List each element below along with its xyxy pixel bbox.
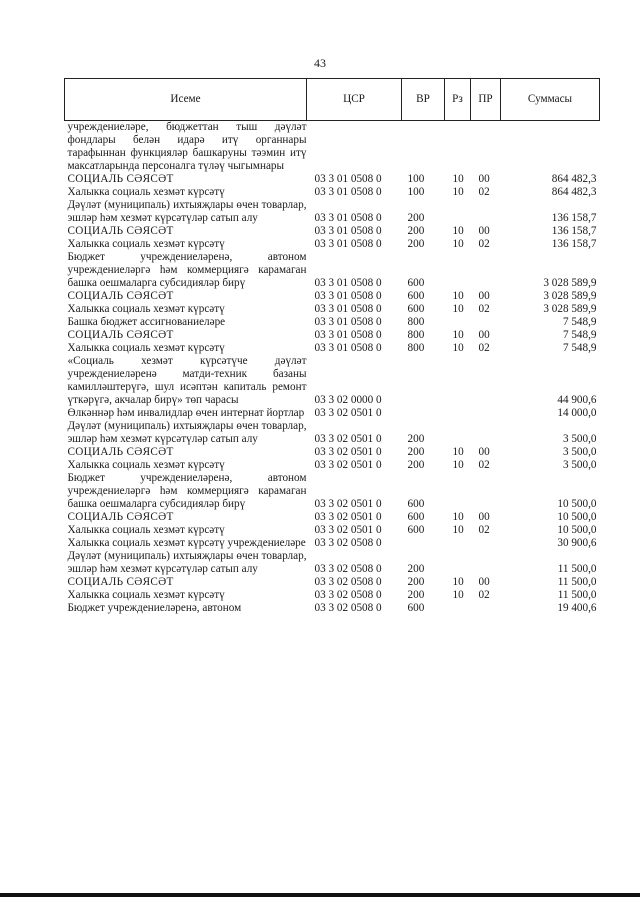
cell-vr: 800 — [407, 316, 425, 328]
cell-csr: 03 3 01 0508 0 — [314, 186, 382, 198]
cell-sum: 10 500,0 — [557, 511, 597, 523]
cell-vr: 600 — [407, 524, 425, 536]
cell-name: Халыкка социаль хезмәт күрсәтү — [67, 186, 225, 198]
cell-csr: 03 3 02 0501 0 — [314, 433, 382, 445]
cell-pr: 02 — [478, 303, 490, 315]
cell-csr: 03 3 01 0508 0 — [314, 342, 382, 354]
cell-rz: 10 — [452, 329, 464, 341]
cell-pr: 00 — [478, 576, 490, 588]
cell-rz: 10 — [452, 173, 464, 185]
cell-rz — [445, 472, 471, 511]
cell-vr — [402, 537, 445, 550]
cell-name: СОЦИАЛЬ СӘЯСӘТ — [67, 446, 174, 458]
cell-name: Дәүләт (муниципаль) ихтыяҗлары өчен товарлар, эшләр һәм хезмәт күрсәтүләр сатып алу — [67, 550, 307, 575]
cell-rz: 10 — [452, 446, 464, 458]
table-row — [65, 199, 600, 225]
cell-csr: 03 3 02 0508 0 — [314, 602, 382, 614]
cell-sum: 11 500,0 — [557, 563, 597, 575]
cell-vr: 800 — [407, 342, 425, 354]
cell-pr: 02 — [478, 342, 490, 354]
cell-rz: 10 — [452, 303, 464, 315]
cell-sum: 3 500,0 — [562, 459, 597, 471]
cell-name: Дәүләт (муниципаль) ихтыяҗлары өчен товарлар, эшләр һәм хезмәт күрсәтүләр сатып алу — [67, 420, 307, 445]
cell-pr: 00 — [478, 511, 490, 523]
cell-sum: 11 500,0 — [557, 589, 597, 601]
cell-pr — [471, 550, 501, 576]
cell-name: Халыкка социаль хезмәт күрсәтү — [67, 459, 225, 471]
cell-vr: 600 — [407, 277, 425, 289]
table-row — [65, 225, 600, 238]
table-row — [65, 550, 600, 576]
cell-pr: 00 — [478, 329, 490, 341]
cell-pr — [471, 199, 501, 225]
cell-vr: 200 — [407, 212, 425, 224]
cell-vr: 200 — [407, 563, 425, 575]
cell-sum: 3 028 589,9 — [543, 290, 597, 302]
table-row — [65, 472, 600, 511]
table-row — [65, 446, 600, 459]
cell-pr — [471, 316, 501, 329]
cell-csr: 03 3 02 0501 0 — [314, 524, 382, 536]
cell-name: Халыкка социаль хезмәт күрсәтү — [67, 303, 225, 315]
header-sum: Суммасы — [501, 79, 600, 121]
cell-sum: 3 500,0 — [562, 433, 597, 445]
table-row — [65, 602, 600, 615]
table-row — [65, 420, 600, 446]
cell-rz — [445, 420, 471, 446]
cell-sum: 11 500,0 — [557, 576, 597, 588]
cell-pr — [471, 602, 501, 615]
cell-vr: 200 — [407, 238, 425, 250]
cell-csr: 03 3 01 0508 0 — [314, 290, 382, 302]
header-csr: ЦСР — [307, 79, 402, 121]
cell-sum: 7 548,9 — [562, 342, 597, 354]
cell-rz: 10 — [452, 589, 464, 601]
cell-rz — [445, 355, 471, 407]
table-row — [65, 238, 600, 251]
cell-vr: 600 — [407, 290, 425, 302]
cell-pr — [471, 420, 501, 446]
table-row — [65, 355, 600, 407]
cell-vr: 800 — [407, 329, 425, 341]
header-vr: ВР — [402, 79, 445, 121]
cell-csr: 03 3 02 0501 0 — [314, 498, 382, 510]
page-number: 43 — [314, 56, 326, 70]
cell-csr: 03 3 01 0508 0 — [314, 225, 382, 237]
cell-name: СОЦИАЛЬ СӘЯСӘТ — [67, 329, 174, 341]
cell-csr: 03 3 02 0501 0 — [314, 407, 382, 419]
cell-csr: 03 3 02 0508 0 — [314, 563, 382, 575]
cell-name: СОЦИАЛЬ СӘЯСӘТ — [67, 290, 174, 302]
cell-csr: 03 3 02 0508 0 — [314, 589, 382, 601]
cell-pr: 02 — [478, 524, 490, 536]
table-row — [65, 407, 600, 420]
header-name: Исеме — [65, 79, 307, 121]
cell-sum: 44 900,6 — [557, 394, 597, 406]
cell-name: Халыкка социаль хезмәт күрсәтү учреждениеләре — [67, 537, 306, 549]
cell-rz — [445, 316, 471, 329]
cell-rz: 10 — [452, 186, 464, 198]
cell-vr — [402, 407, 445, 420]
cell-name: Халыкка социаль хезмәт күрсәтү — [67, 524, 225, 536]
cell-vr: 600 — [407, 303, 425, 315]
table-row — [65, 329, 600, 342]
table-row — [65, 576, 600, 589]
cell-pr: 00 — [478, 173, 490, 185]
cell-vr: 200 — [407, 576, 425, 588]
cell-name: учреждениеләре, бюджеттан тыш дәүләт фондлары белән идарә итү органнары тарафыннан функцияләр башкаруны тәэмин итү максатларында персоналга түләү чыгымнары — [67, 121, 307, 172]
cell-name: Халыкка социаль хезмәт күрсәтү — [67, 342, 225, 354]
cell-pr: 02 — [478, 186, 490, 198]
cell-rz: 10 — [452, 511, 464, 523]
cell-pr: 00 — [478, 290, 490, 302]
cell-csr: 03 3 01 0508 0 — [314, 303, 382, 315]
table-row — [65, 459, 600, 472]
cell-csr: 03 3 01 0508 0 — [314, 329, 382, 341]
cell-rz — [445, 602, 471, 615]
cell-rz: 10 — [452, 238, 464, 250]
cell-name: Бюджет учреждениеләренә, автоном учреждениеләргә һәм коммерциягә карамаган башка оешмаларга субсидияләр бирү — [67, 251, 307, 289]
cell-rz: 10 — [452, 225, 464, 237]
cell-name: СОЦИАЛЬ СӘЯСӘТ — [67, 225, 174, 237]
cell-sum: 7 548,9 — [562, 316, 597, 328]
cell-name: Дәүләт (муниципаль) ихтыяҗлары өчен товарлар, эшләр һәм хезмәт күрсәтүләр сатып алу — [67, 199, 307, 224]
cell-name: СОЦИАЛЬ СӘЯСӘТ — [67, 576, 174, 588]
cell-pr: 02 — [478, 459, 490, 471]
cell-rz — [445, 199, 471, 225]
cell-csr: 03 3 02 0501 0 — [314, 511, 382, 523]
cell-name: Бюджет учреждениеләренә, автоном — [67, 602, 242, 614]
table-row — [65, 342, 600, 355]
cell-name: СОЦИАЛЬ СӘЯСӘТ — [67, 511, 174, 523]
table-row — [65, 290, 600, 303]
cell-name: Халыкка социаль хезмәт күрсәтү — [67, 589, 225, 601]
cell-csr: 03 3 01 0508 0 — [314, 238, 382, 250]
table-row — [65, 251, 600, 290]
cell-rz: 10 — [452, 290, 464, 302]
cell-csr: 03 3 01 0508 0 — [314, 277, 382, 289]
cell-sum: 136 158,7 — [551, 238, 597, 250]
cell-vr: 600 — [407, 498, 425, 510]
cell-rz — [445, 537, 471, 550]
cell-vr — [402, 121, 445, 174]
cell-csr: 03 3 02 0501 0 — [314, 446, 382, 458]
table-row — [65, 121, 600, 174]
cell-sum: 864 482,3 — [551, 186, 597, 198]
table-header-row — [65, 79, 600, 121]
header-pr: ПР — [471, 79, 501, 121]
scan-edge-bar — [0, 893, 640, 897]
cell-pr — [471, 251, 501, 290]
cell-rz: 10 — [452, 576, 464, 588]
cell-sum — [501, 121, 600, 174]
table-row — [65, 316, 600, 329]
cell-rz: 10 — [452, 524, 464, 536]
cell-rz — [445, 550, 471, 576]
cell-pr — [471, 355, 501, 407]
cell-vr: 200 — [407, 459, 425, 471]
cell-csr: 03 3 01 0508 0 — [314, 212, 382, 224]
cell-vr: 600 — [407, 602, 425, 614]
cell-sum: 3 028 589,9 — [543, 277, 597, 289]
cell-sum: 864 482,3 — [551, 173, 597, 185]
cell-vr: 200 — [407, 589, 425, 601]
cell-name: «Социаль хезмәт күрсәтүче дәүләт учреждениеләренә матди-техник базаны камилләштерүгә, шул исәптән капиталь ремонт үткәрүгә, акчалар бирү» төп чарасы — [67, 355, 307, 406]
cell-sum: 10 500,0 — [557, 524, 597, 536]
cell-sum: 30 900,6 — [557, 537, 597, 549]
cell-vr: 100 — [407, 173, 425, 185]
cell-pr — [471, 121, 501, 174]
cell-rz — [445, 121, 471, 174]
cell-vr — [402, 355, 445, 407]
cell-name: СОЦИАЛЬ СӘЯСӘТ — [67, 173, 174, 185]
cell-pr — [471, 407, 501, 420]
budget-table — [64, 78, 600, 615]
cell-csr — [307, 121, 402, 174]
cell-sum: 136 158,7 — [551, 212, 597, 224]
table-row — [65, 186, 600, 199]
cell-pr — [471, 472, 501, 511]
cell-name: Башка бюджет ассигнованиеләре — [67, 316, 226, 328]
table-row — [65, 589, 600, 602]
cell-pr: 02 — [478, 238, 490, 250]
table-body — [65, 121, 600, 616]
cell-rz — [445, 251, 471, 290]
cell-sum: 14 000,0 — [557, 407, 597, 419]
cell-sum: 19 400,6 — [557, 602, 597, 614]
cell-vr: 200 — [407, 225, 425, 237]
cell-csr: 03 3 01 0508 0 — [314, 316, 382, 328]
cell-csr: 03 3 02 0000 0 — [314, 394, 382, 406]
cell-pr: 00 — [478, 225, 490, 237]
cell-csr: 03 3 02 0508 0 — [314, 537, 382, 549]
cell-csr: 03 3 02 0501 0 — [314, 459, 382, 471]
cell-csr: 03 3 02 0508 0 — [314, 576, 382, 588]
table-row — [65, 537, 600, 550]
cell-sum: 7 548,9 — [562, 329, 597, 341]
cell-pr — [471, 537, 501, 550]
cell-sum: 3 500,0 — [562, 446, 597, 458]
cell-name: Халыкка социаль хезмәт күрсәтү — [67, 238, 225, 250]
cell-sum: 10 500,0 — [557, 498, 597, 510]
cell-vr: 100 — [407, 186, 425, 198]
cell-pr: 00 — [478, 446, 490, 458]
cell-name: Бюджет учреждениеләренә, автоном учреждениеләргә һәм коммерциягә карамаган башка оешмаларга субсидияләр бирү — [67, 472, 307, 510]
cell-vr: 200 — [407, 433, 425, 445]
cell-rz — [445, 407, 471, 420]
cell-name: Өлкәннәр һәм инвалидлар өчен интернат йортлар — [67, 407, 305, 419]
cell-sum: 136 158,7 — [551, 225, 597, 237]
table-row — [65, 173, 600, 186]
cell-vr: 600 — [407, 511, 425, 523]
cell-pr: 02 — [478, 589, 490, 601]
cell-vr: 200 — [407, 446, 425, 458]
cell-rz: 10 — [452, 342, 464, 354]
table-row — [65, 303, 600, 316]
header-rz: Рз — [445, 79, 471, 121]
cell-sum: 3 028 589,9 — [543, 303, 597, 315]
cell-rz: 10 — [452, 459, 464, 471]
table-row — [65, 511, 600, 524]
table-row — [65, 524, 600, 537]
cell-csr: 03 3 01 0508 0 — [314, 173, 382, 185]
